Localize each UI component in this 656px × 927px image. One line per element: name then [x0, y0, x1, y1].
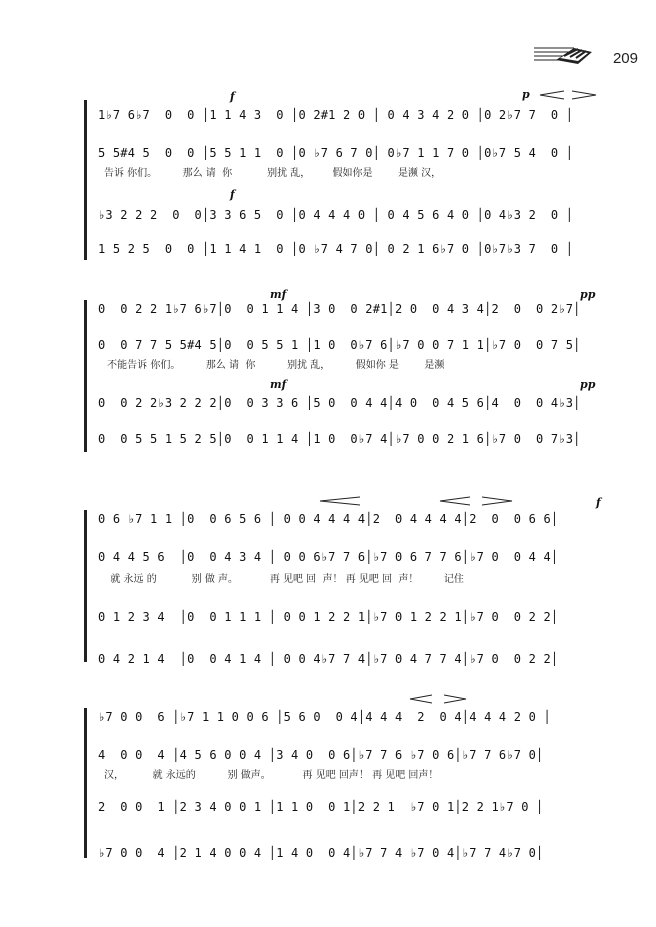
- score-system-3: [0, 496, 656, 670]
- voice-line-soprano: 1♭7 6♭7 0 0 │1 1 4 3 0 │0 2#1 2 0 │ 0 4 3 4 2 0 │0 2♭7 7 0 │: [98, 108, 574, 122]
- system-brace: [84, 100, 91, 260]
- voice-line-soprano: ♭7 0 0 6 │♭7 1 1 0 0 6 │5 6 0 0 4│4 4 4 2 0 4│4 4 4 2 0 │: [98, 710, 551, 724]
- lyrics-line: 就 永远 的 别 做 声。 再 见吧 回 声！ 再 见吧 回 声！ 记住: [104, 574, 464, 585]
- piano-keys-icon: [534, 42, 594, 66]
- voice-line-soprano: 0 6 ♭7 1 1 │0 0 6 5 6 │ 0 0 4 4 4 4│2 0 4 4 4 4│2 0 0 6 6│: [98, 512, 559, 526]
- dynamic-mark: mf: [270, 378, 287, 391]
- lyrics-line: 告诉 你们。 那么 请 你 别扰 乱， 假如你是 是濒 汉，: [104, 168, 442, 179]
- voice-line-alto: 0 0 7 7 5 5#4 5│0 0 5 5 1 │1 0 0♭7 6│♭7 0 0 7 1 1│♭7 0 0 7 5│: [98, 338, 581, 352]
- dynamic-mark: p: [522, 88, 530, 101]
- voice-line-tenor: 2 0 0 1 │2 3 4 0 0 1 │1 1 0 0 1│2 2 1 ♭7 0 1│2 2 1♭7 0 │: [98, 800, 544, 814]
- dynamic-mark: f: [230, 188, 235, 201]
- crescendo-hairpin: [318, 496, 362, 506]
- voice-line-bass: 0 4 2 1 4 │0 0 4 1 4 │ 0 0 4♭7 7 4│♭7 0 4 7 7 4│♭7 0 0 2 2│: [98, 652, 559, 666]
- system-brace: [84, 510, 91, 662]
- page-number: 209: [612, 50, 638, 67]
- score-system-4: [0, 708, 656, 868]
- dynamic-mark: pp: [580, 378, 596, 391]
- lyrics-line: 不能告诉 你们。 那么 请 你 别扰 乱， 假如你 是 是濒: [104, 360, 445, 371]
- dynamic-mark: pp: [580, 288, 596, 301]
- voice-line-alto: 5 5#4 5 0 0 │5 5 1 1 0 │0 ♭7 6 7 0│ 0♭7 1 1 7 0 │0♭7 5 4 0 │: [98, 146, 574, 160]
- dynamic-mark: mf: [270, 288, 287, 301]
- voice-line-tenor: ♭3 2 2 2 0 0│3 3 6 5 0 │0 4 4 4 0 │ 0 4 5 6 4 0 │0 4♭3 2 0 │: [98, 208, 574, 222]
- crescendo-decrescendo-hairpin: [538, 90, 598, 100]
- voice-line-soprano: 0 0 2 2 1♭7 6♭7│0 0 1 1 4 │3 0 0 2#1│2 0 0 4 3 4│2 0 0 2♭7│: [98, 302, 581, 316]
- system-brace: [84, 300, 91, 452]
- lyrics-line: 汉， 就 永远的 别 做声。 再 见吧 回声！ 再 见吧 回声！: [104, 770, 439, 781]
- system-brace: [84, 708, 91, 858]
- voice-line-bass: 0 0 5 5 1 5 2 5│0 0 1 1 4 │1 0 0♭7 4│♭7 0 0 2 1 6│♭7 0 0 7♭3│: [98, 432, 581, 446]
- dynamic-mark: f: [230, 90, 235, 103]
- voice-line-bass: 1 5 2 5 0 0 │1 1 4 1 0 │0 ♭7 4 7 0│ 0 2 1 6♭7 0 │0♭7♭3 7 0 │: [98, 242, 574, 256]
- crescendo-decrescendo-hairpin: [438, 496, 514, 506]
- voice-line-alto: 4 0 0 4 │4 5 6 0 0 4 │3 4 0 0 6│♭7 7 6 ♭7 0 6│♭7 7 6♭7 0│: [98, 748, 544, 762]
- page-header: [488, 42, 638, 70]
- voice-line-tenor: 0 1 2 3 4 │0 0 1 1 1 │ 0 0 1 2 2 1│♭7 0 1 2 2 1│♭7 0 0 2 2│: [98, 610, 559, 624]
- score-system-1: [0, 88, 656, 270]
- voice-line-tenor: 0 0 2 2♭3 2 2 2│0 0 3 3 6 │5 0 0 4 4│4 0 0 4 5 6│4 0 0 4♭3│: [98, 396, 581, 410]
- voice-line-alto: 0 4 4 5 6 │0 0 4 3 4 │ 0 0 6♭7 7 6│♭7 0 6 7 7 6│♭7 0 0 4 4│: [98, 550, 559, 564]
- crescendo-decrescendo-hairpin: [408, 694, 468, 704]
- voice-line-bass: ♭7 0 0 4 │2 1 4 0 0 4 │1 4 0 0 4│♭7 7 4 ♭7 0 4│♭7 7 4♭7 0│: [98, 846, 544, 860]
- score-system-2: [0, 288, 656, 470]
- dynamic-mark: f: [596, 496, 601, 509]
